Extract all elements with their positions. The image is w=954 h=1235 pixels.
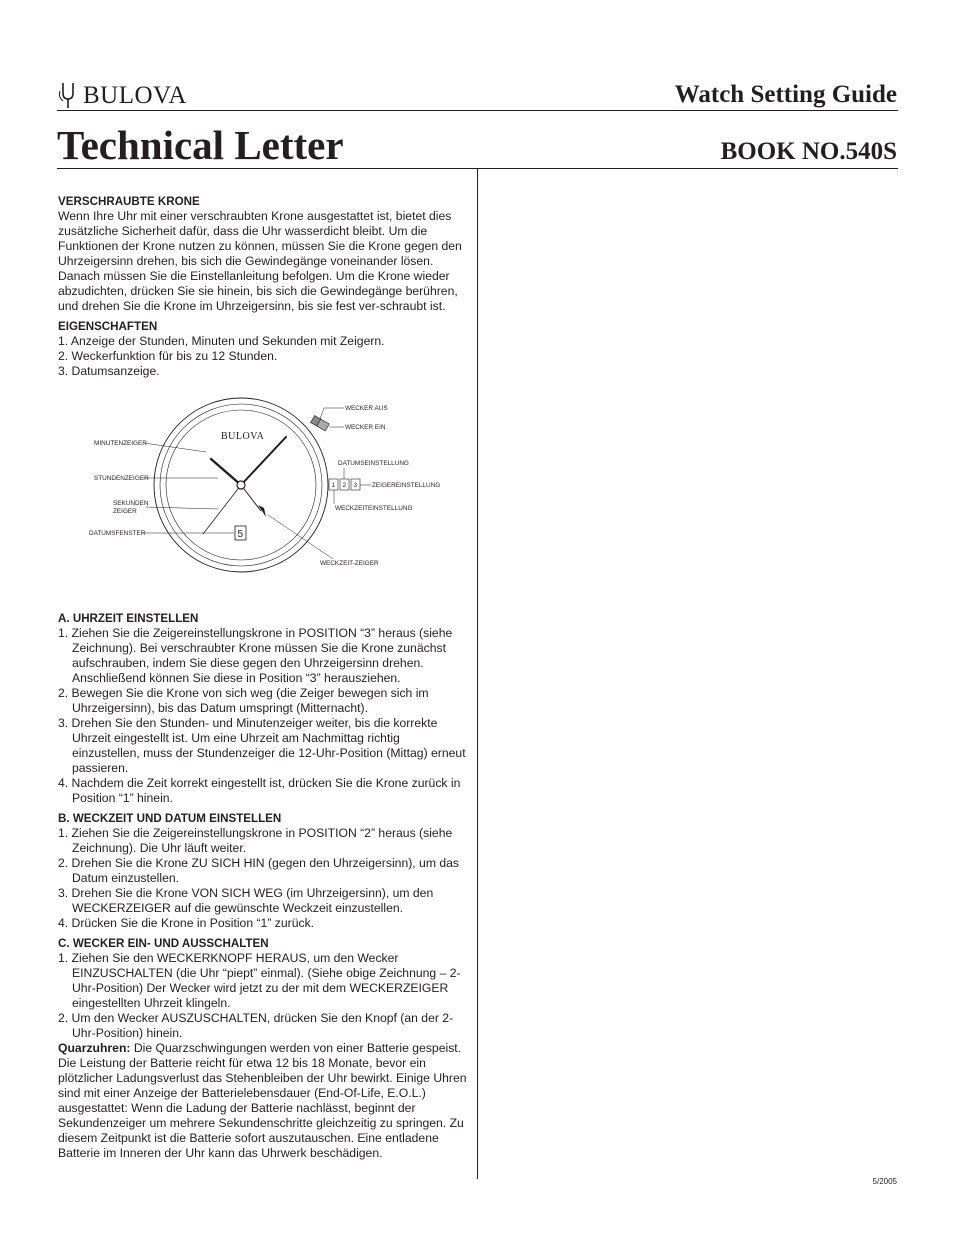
guide-title: Watch Setting Guide	[674, 81, 897, 108]
list-item: 4. Drücken Sie die Krone in Position “1” zurück.	[58, 916, 315, 930]
alarm-pusher	[311, 416, 330, 431]
list-item: 2. Drehen Sie die Krone ZU SICH HIN (gegen den Uhrzeigersinn), um das Datum einzustellen.	[58, 856, 460, 885]
section-b-heading: B. WECKZEIT UND DATUM EINSTELLEN	[58, 812, 282, 825]
leader-alarm-off	[320, 408, 344, 419]
crown-position-2-label: 2	[342, 482, 347, 489]
section-c-heading: C. WECKER EIN- UND AUSSCHALTEN	[58, 937, 269, 950]
label-hand-setting: ZEIGEREINSTELLUNG	[372, 482, 441, 489]
header-rule-top	[57, 110, 898, 111]
intro-heading: VERSCHRAUBTE KRONE	[58, 195, 200, 208]
list-item: 1. Ziehen Sie die Zeigereinstellungskrone in POSITION “2” heraus (siehe Zeichnung). Die Uhr läuft weiter.	[58, 826, 453, 855]
section-b-list	[58, 826, 470, 931]
watch-diagram	[58, 389, 470, 609]
leader-minute-hand	[144, 443, 206, 452]
label-date-setting: DATUMSEINSTELLUNG	[338, 460, 409, 467]
list-item: 2. Bewegen Sie die Krone von sich weg (die Zeiger bewegen sich im Uhrzeigersinn), bis das Datum umspringt (Mitternacht).	[58, 686, 429, 715]
minute-hand	[241, 437, 286, 485]
hour-hand	[211, 459, 241, 485]
section-a-heading: A. UHRZEIT EINSTELLEN	[58, 612, 199, 625]
list-item: 3. Datumsanzeige.	[58, 364, 160, 378]
label-alarm-time-setting: WECKZEITEINSTELLUNG	[335, 505, 413, 512]
crown-position-1-label: 1	[331, 482, 336, 489]
crown-position-3-label: 3	[353, 482, 358, 489]
dial-logo: BULOVA	[221, 431, 265, 442]
label-minute-hand: MINUTENZEIGER	[94, 440, 147, 447]
label-second-hand-1: SEKUNDEN	[113, 500, 149, 507]
page-title: Technical Letter	[57, 122, 344, 168]
list-item: 2. Weckerfunktion für bis zu 12 Stunden.	[58, 349, 278, 363]
label-alarm-off: WECKER AUS	[345, 405, 388, 412]
book-number: BOOK NO.540S	[720, 138, 897, 165]
brand-logo	[57, 79, 187, 109]
quartz-paragraph	[58, 1041, 470, 1161]
list-item: 4. Nachdem die Zeit korrekt eingestellt ist, drücken Sie die Krone zurück in Position “1” hinein.	[58, 776, 461, 805]
list-item: 2. Um den Wecker AUSZUSCHALTEN, drücken Sie den Knopf (an der 2-Uhr-Position) hinein.	[58, 1011, 454, 1040]
label-date-window: DATUMSFENSTER	[89, 530, 146, 537]
column-divider	[477, 169, 478, 1179]
alarm-hand-tip	[258, 505, 266, 517]
label-hour-hand: STUNDENZEIGER	[94, 475, 149, 482]
intro-text: Wenn Ihre Uhr mit einer verschraubten Krone ausgestattet ist, bietet dies zusätzliche Sicherheit dafür, dass die Uhr wasserdicht bleibt. Um die Funktionen der Krone nutzen zu können, müssen Sie die Krone gegen den Uhrzeigersinn drehen, bis sich die Gewindegänge voneinander lösen. Danach müssen Sie die Einstellanleitung befolgen. Um die Krone wieder abzudichten, drücken Sie sie hinein, bis sich die Gewindegänge berühren, und drehen Sie die Krone im Uhrzeigersinn, bis sie fest ver-schraubt ist.	[58, 209, 462, 313]
list-item: 3. Drehen Sie den Stunden- und Minutenzeiger weiter, bis die korrekte Uhrzeit eingestellt ist. Um eine Uhrzeit am Nachmittag richtig einzustellen, muss der Stundenzeiger die 12-Uhr-Position (Mittag) erneut passieren.	[58, 716, 466, 775]
list-item: 3. Drehen Sie die Krone VON SICH WEG (im Uhrzeigersinn), um den WECKERZEIGER auf die gewünschte Weckzeit einzustellen.	[58, 886, 434, 915]
section-c-list	[58, 951, 470, 1041]
list-item: 1. Anzeige der Stunden, Minuten und Sekunden mit Zeigern.	[58, 334, 385, 348]
label-second-hand-2: ZEIGER	[113, 508, 137, 515]
hand-pivot	[237, 481, 245, 489]
label-alarm-hand: WECKZEIT-ZEIGER	[320, 560, 379, 567]
document-date: 5/2005	[872, 1177, 897, 1186]
section-a-list	[58, 626, 470, 806]
left-column	[58, 194, 470, 1161]
list-item: 1. Ziehen Sie die Zeigereinstellungskrone in POSITION “3” heraus (siehe Zeichnung). Bei verschraubter Krone müssen Sie die Krone zunächst aufschrauben, indem Sie diese gegen den Uhrzeigersinn drehen. Anschließend können Sie diese in Position “3” herausziehen.	[58, 626, 453, 685]
list-item: 1. Ziehen Sie den WECKERKNOPF HERAUS, um den Wecker EINZUSCHALTEN (die Uhr “piept” einmal). (Siehe obige Zeichnung – 2-Uhr-Position) Der Wecker wird jetzt zu der mit dem WECKERZEIGER eingestellten Uhrzeit klingeln.	[58, 951, 461, 1010]
brand-name: BULOVA	[83, 82, 187, 109]
features-list	[58, 334, 470, 379]
watch-diagram-svg	[58, 389, 470, 609]
tuning-fork-icon	[57, 81, 79, 109]
date-window-value: 5	[237, 529, 244, 540]
leader-alarm-hand	[268, 515, 333, 559]
quartz-label: Quarzuhren:	[58, 1041, 131, 1055]
label-alarm-on: WECKER EIN	[345, 424, 386, 431]
alarm-hand	[241, 485, 261, 511]
quartz-text: Die Quarzschwingungen werden von einer Batterie gespeist. Die Leistung der Batterie reicht für etwa 12 bis 18 Monate, bevor ein plötzlicher Ladungsverlust das Stehenbleiben der Uhr bewirkt. Einige Uhren sind mit einer Anzeige der Batterielebensdauer (End-Of-Life, E.O.L.) ausgestattet: Wenn die Ladung der Batterie nachlässt, beginnt der Sekundenzeiger um mehrere Sekundenschritte gleichzeitig zu springen. Zu diesem Zeitpunkt ist die Batterie sofort auszutauschen. Eine entladene Batterie im Inneren der Uhr kann das Uhrwerk beschädigen.	[58, 1041, 467, 1160]
features-heading: EIGENSCHAFTEN	[58, 320, 158, 333]
